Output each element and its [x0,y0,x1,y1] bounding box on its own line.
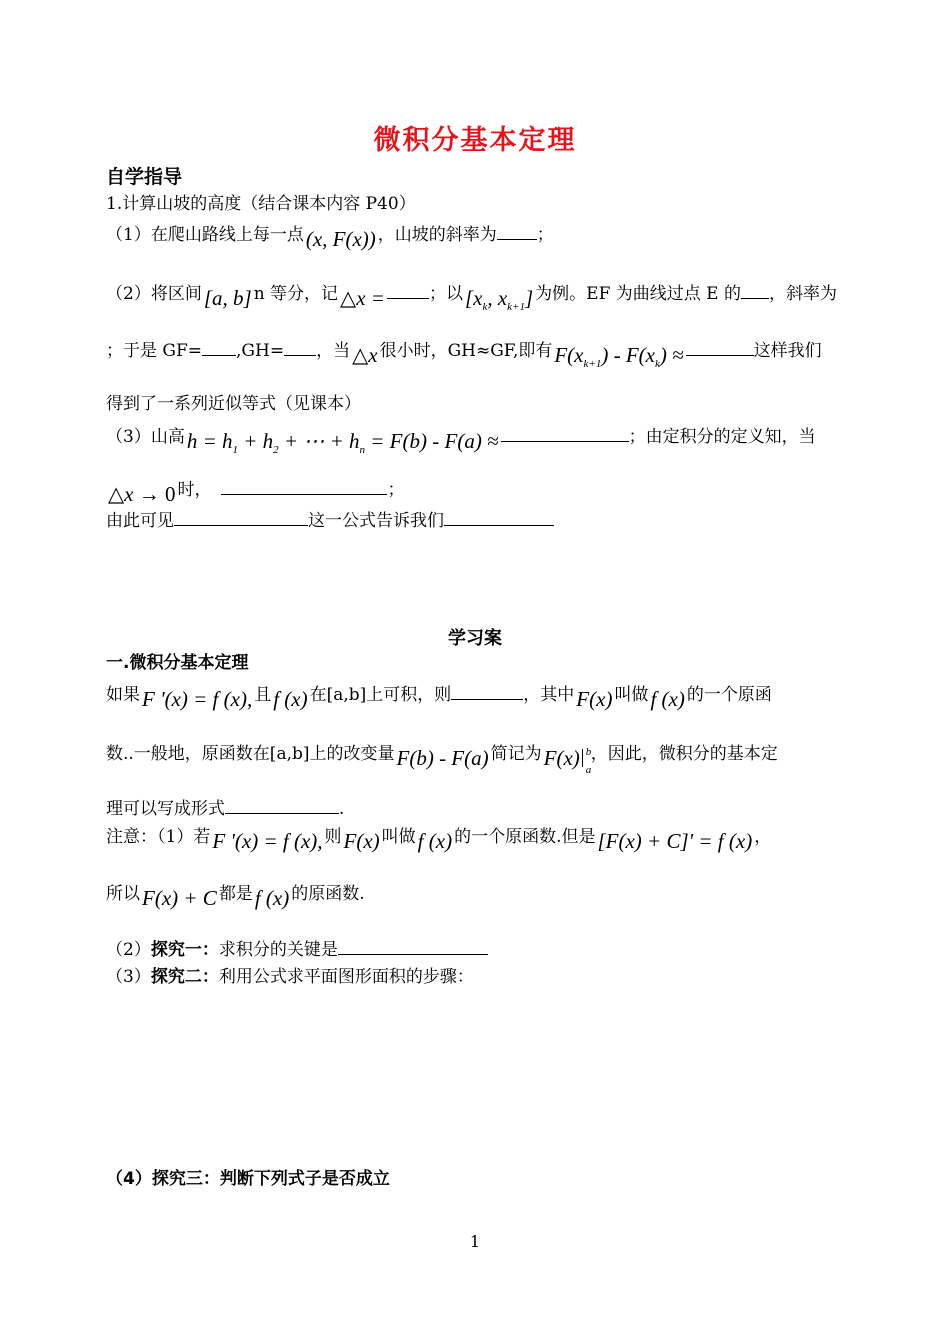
formula-height-sum: $h = h_1 + h_2$ + ⋯ + $h_n = F(b) - F(a)$ ≈ [186,429,499,457]
note-line-2: 所以F(x) + C 都是f (x) 的原函数. [106,884,365,910]
question-4: （4）探究三：判断下列式子是否成立 [106,1169,390,1189]
formula-f-x: f (x) [273,687,308,711]
formula-F-plus-C: F(x) + C [142,886,217,910]
formula-f-x-4: f (x) [254,886,290,910]
formula-F-x: F(x) [576,687,613,711]
paragraph-7: 由此可见 这一公式告诉我们 [106,510,554,532]
formula-interval: [a, b] [203,286,252,310]
paragraph-5: （3）山高$h = h_1 + h_2$ + ⋯ + $h_n = F(b) - F(a)$ ≈ ；由定积分的定义知，当 [106,424,816,455]
paragraph-3: ；于是 GF= ,GH= ，当△x 很小时，GH≈GF,即有$F(x_{k+1}) - F(x_k)$ ≈ 这样我们 [106,338,822,369]
theorem-line-2: 数..一般地，原函数在[a,b]上的改变量F(b) - F(a) 简记为F(x) b a ，因此，微积分的基本定 [106,744,778,776]
formula-fprime-eq-f-2: F '(x) = f (x), [212,829,323,853]
page-number: 1 [469,1232,481,1251]
formula-Fb-minus-Fa: F(b) - F(a) [396,746,489,770]
question-2: （2）探究一：求积分的关键是 [106,939,488,961]
section-heading-self-study: 自学指导 [106,166,183,188]
formula-xk-interval: [$x_k$, $x_{k+1}$] [464,286,534,314]
formula-point: (x, F(x)) [305,227,376,251]
subheading-fundamental-theorem: 一.微积分基本定理 [106,653,249,673]
section-heading-study-plan: 学习案 [448,628,502,649]
paragraph-4: 得到了一系列近似等式（见课本） [106,394,361,414]
item-1-text: 1.计算山坡的高度（结合课本内容 P40） [106,194,416,214]
theorem-line-3: 理可以写成形式 . [106,799,345,819]
note-line-1: 注意：（1）若F '(x) = f (x), 则F(x) 叫做f (x) 的一个原函数.但是[F(x) + C]' = f (x) ， [106,827,772,853]
formula-f-x-3: f (x) [417,829,453,853]
paragraph-1: （1）在爬山路线上每一点(x, F(x)) ，山坡的斜率为 ； [106,225,554,251]
formula-delta-x-2: △x [352,343,378,367]
formula-F-plus-C-derivative: [F(x) + C]' = f (x) [597,829,753,853]
formula-fprime-eq-f: F '(x) = f (x), [142,687,253,711]
formula-approx-difference: $F(x_{k+1}) - F(x_k)$ ≈ [554,343,684,371]
formula-delta-x-limit: △x → 0 [108,482,176,506]
formula-delta-x: △x = [340,286,385,310]
paragraph-6: △x → 0 时， ； [108,480,405,506]
paragraph-2: （2）将区间[a, b] n 等分，记△x = ；以[$x_k$, $x_{k+1}$] 为例。EF 为曲线过点 E 的 ，斜率为 [106,281,837,312]
formula-F-evaluated: F(x) b a [543,746,592,776]
theorem-line-1: 如果F '(x) = f (x), 且f (x) 在[a,b]上可积，则 ，其中F(x) 叫做f (x) 的一个原函 [106,685,772,711]
page-title: 微积分基本定理 [373,125,577,156]
formula-F-x-2: F(x) [343,829,380,853]
question-3: （3）探究二：利用公式求平面图形面积的步骤： [106,967,474,987]
formula-f-x-2: f (x) [650,687,685,711]
